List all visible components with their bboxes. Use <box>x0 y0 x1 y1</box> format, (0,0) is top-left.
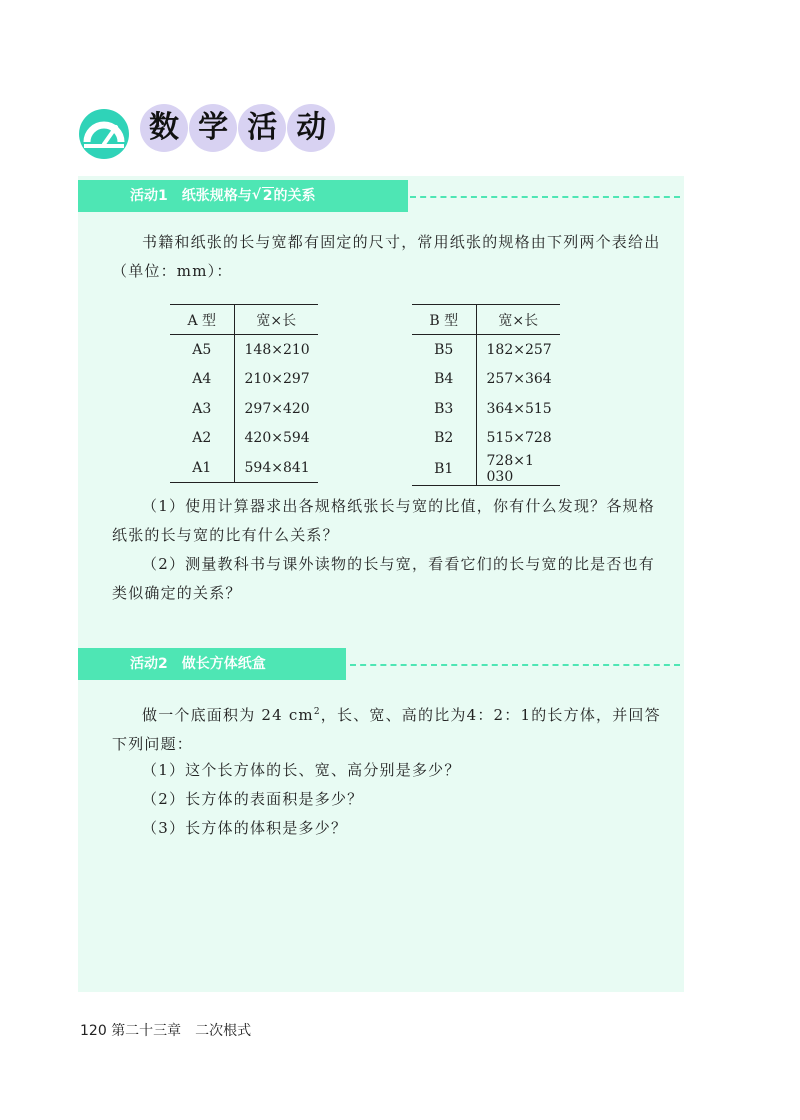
table-cell: 148×210 <box>244 342 310 359</box>
activity2-label: 活动2 做长方体纸盒 <box>130 656 266 672</box>
activity2-intro-part: ，长、宽、高的比为4：2：1的长方体，并回答下列问题： <box>112 706 661 753</box>
table-row <box>170 335 318 365</box>
table-cell: B2 <box>412 424 476 453</box>
activity2-question-2: （2）长方体的表面积是多少？ <box>142 790 364 808</box>
table-cell: 297×420 <box>244 400 310 417</box>
table-cell: A2 <box>170 424 234 453</box>
activity2-question-3: （3）长方体的体积是多少？ <box>142 819 348 837</box>
activity-panel <box>78 176 684 992</box>
sqrt-symbol <box>252 180 274 212</box>
table-header-cell: B 型 <box>412 305 476 335</box>
table-cell: 210×297 <box>244 371 310 388</box>
title-char: 动 <box>287 104 335 152</box>
table-row <box>412 424 560 453</box>
table-cell: 182×257 <box>486 342 552 359</box>
superscript: 2 <box>313 707 321 717</box>
activity2-heading <box>78 648 346 680</box>
table-cell: B5 <box>412 335 476 365</box>
table-b <box>412 304 560 486</box>
table-header-row <box>412 305 560 335</box>
activity2-question-1: （1）这个长方体的长、宽、高分别是多少？ <box>142 761 461 779</box>
page-footer <box>80 1020 251 1040</box>
chapter-title: 第二十三章 二次根式 <box>111 1023 252 1039</box>
activity2-intro <box>112 698 670 759</box>
table-cell: 257×364 <box>486 371 552 388</box>
page-title <box>140 104 331 164</box>
table-cell: 420×594 <box>244 430 310 447</box>
heading-divider <box>410 196 680 198</box>
table-cell: B1 <box>412 453 476 486</box>
title-char: 学 <box>189 104 237 152</box>
table-cell: 728×1 030 <box>476 453 560 486</box>
activity1-label: 活动1 纸张规格与 <box>130 188 252 204</box>
activity1-intro: 书籍和纸张的长与宽都有固定的尺寸，常用纸张的规格由下列两个表给出（单位：mm）： <box>112 233 661 280</box>
table-cell: A1 <box>170 453 234 483</box>
table-header-row <box>170 305 318 335</box>
table-header-cell: 宽×长 <box>234 305 318 335</box>
table-row <box>170 394 318 423</box>
table-row <box>170 365 318 394</box>
table-cell: B4 <box>412 365 476 394</box>
table-cell: A4 <box>170 365 234 394</box>
table-cell: B3 <box>412 394 476 423</box>
math-activity-logo-icon <box>78 108 130 160</box>
activity1-label-suffix: 的关系 <box>273 188 316 204</box>
table-row <box>412 335 560 365</box>
activity1-heading <box>78 180 408 212</box>
table-cell: A5 <box>170 335 234 365</box>
table-row <box>412 365 560 394</box>
table-a <box>170 304 318 483</box>
table-cell: 364×515 <box>486 400 552 417</box>
table-header-cell: 宽×长 <box>476 305 560 335</box>
table-row <box>170 453 318 483</box>
activity1-question-2: （2）测量教科书与课外读物的长与宽，看看它们的长与宽的比是否也有类似确定的关系？ <box>112 555 655 602</box>
sqrt-value: 2 <box>262 188 273 204</box>
table-header-cell: A 型 <box>170 305 234 335</box>
title-char: 活 <box>238 104 286 152</box>
heading-divider <box>350 664 680 666</box>
table-cell: 594×841 <box>234 453 318 483</box>
table-cell: A3 <box>170 394 234 423</box>
table-cell: 515×728 <box>486 430 552 447</box>
table-row <box>170 424 318 453</box>
activity2-intro-part: 做一个底面积为 24 cm <box>142 706 314 724</box>
table-row <box>412 453 560 486</box>
activity1-question-1: （1）使用计算器求出各规格纸张长与宽的比值，你有什么发现？各规格纸张的长与宽的比有什么关系？ <box>112 497 655 544</box>
title-char: 数 <box>140 104 188 152</box>
table-row <box>412 394 560 423</box>
page-number: 120 <box>80 1023 107 1039</box>
